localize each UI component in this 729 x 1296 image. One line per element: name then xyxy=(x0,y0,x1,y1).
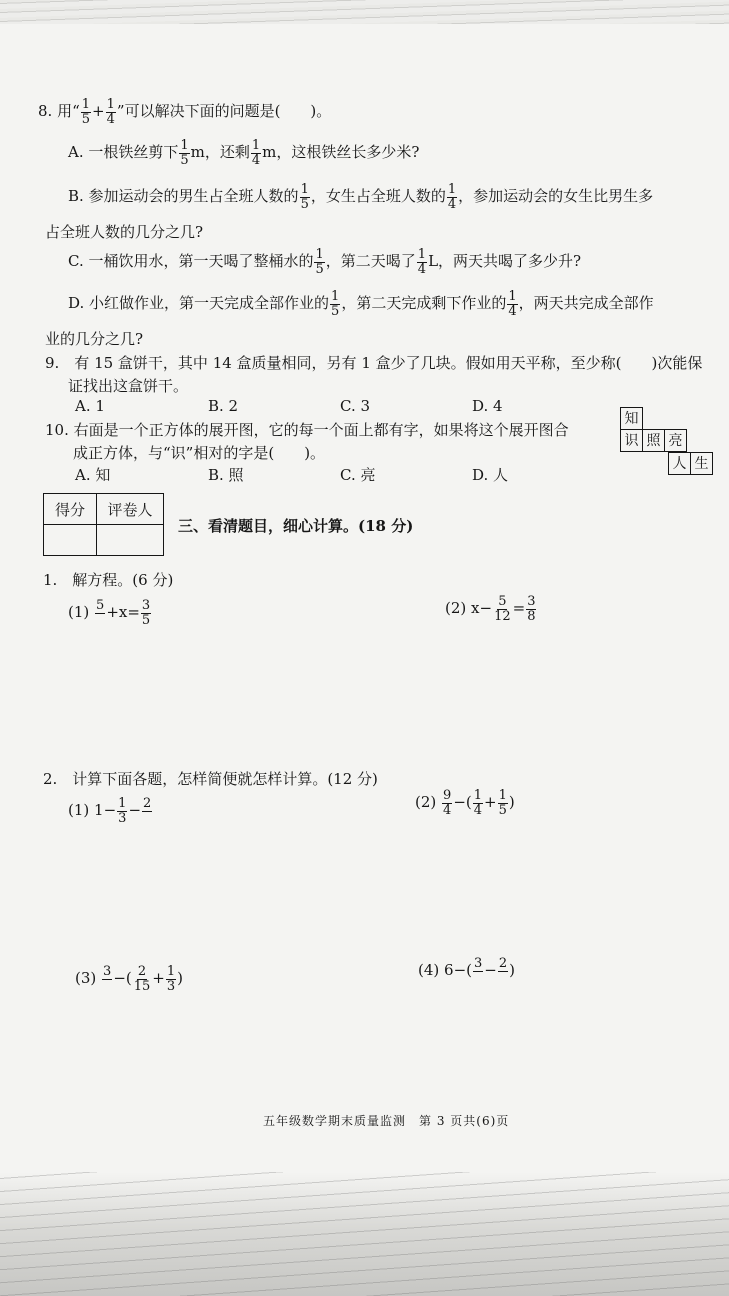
grader-cell[interactable] xyxy=(97,525,164,556)
fraction: $\frac{5}{12}$ xyxy=(494,594,511,624)
fraction: 2 xyxy=(143,796,152,811)
scan-edge-bottom xyxy=(0,1172,729,1296)
q9-option-c: C. 3 xyxy=(340,397,371,415)
cube-face: 知 xyxy=(620,407,643,430)
q9-option-b: B. 2 xyxy=(208,397,239,415)
q8-option-b: B. 参加运动会的男生占全班人数的 $\frac{1}{5}$ ，女生占全班人数的 $\frac{1}{4}$ ，参加运动会的女生比男生多 xyxy=(68,182,654,212)
fraction: $\frac{1}{5}$ xyxy=(300,182,309,212)
q9-stem-line2: 证找出这盒饼干。 xyxy=(68,377,189,395)
q9-option-d: D. 4 xyxy=(472,397,503,415)
fraction: $\frac{1}{4}$ xyxy=(106,97,115,127)
q10-option-d: D. 人 xyxy=(472,466,509,484)
q9-stem: 9. 有 15 盒饼干，其中 14 盒质量相同，另有 1 盒少了几块。假如用天平称，至少称( )次能保 xyxy=(45,354,703,372)
fraction: $\frac{1}{4}$ xyxy=(251,138,261,168)
part-1-title: 1. 解方程。(6 分) xyxy=(43,571,174,589)
calculation-3: (3) 3 −( $\frac{2}{15}$ + $\frac{1}{3}$ ) xyxy=(75,964,183,994)
q10-option-b: B. 照 xyxy=(208,466,244,484)
calculation-1: (1) 1− $\frac{1}{3}$ − 2 xyxy=(68,796,152,826)
q10-option-a: A. 知 xyxy=(75,466,111,484)
fraction: 5 xyxy=(96,598,105,613)
calculation-2: (2) $\frac{9}{4}$ −( $\frac{1}{4}$ + $\frac{1}{5}$ ) xyxy=(415,788,515,818)
page-footer: 五年级数学期末质量监测 第 3 页共(6)页 xyxy=(263,1114,510,1128)
grader-header: 评卷人 xyxy=(97,494,164,525)
cube-face: 人 xyxy=(668,452,691,475)
cube-face: 亮 xyxy=(664,429,687,452)
q8-number: 8. xyxy=(38,102,53,121)
part-2-title: 2. 计算下面各题，怎样简便就怎样计算。(12 分) xyxy=(43,770,378,788)
q8-option-b-line2: 占全班人数的几分之几? xyxy=(45,223,204,241)
q8-option-d-line2: 业的几分之几? xyxy=(45,330,144,348)
fraction: $\frac{9}{4}$ xyxy=(443,788,452,818)
fraction: 3 xyxy=(474,956,483,971)
fraction: $\frac{1}{4}$ xyxy=(508,289,517,319)
fraction: $\frac{2}{15}$ xyxy=(133,964,151,994)
q8-option-a: A. 一根铁丝剪下 $\frac{1}{5}$ m，还剩 $\frac{1}{4}$ m，这根铁丝长多少米? xyxy=(68,138,420,168)
scan-edge-top xyxy=(0,0,729,24)
fraction: $\frac{1}{5}$ xyxy=(81,97,91,127)
fraction: $\frac{1}{4}$ xyxy=(447,182,457,212)
cube-face: 识 xyxy=(620,429,643,452)
score-header: 得分 xyxy=(44,494,97,525)
q9-option-a: A. 1 xyxy=(75,397,105,415)
calculation-4: (4) 6−( 3 − 2 ) xyxy=(418,957,515,985)
fraction: $\frac{1}{5}$ xyxy=(315,247,324,277)
fraction: $\frac{1}{3}$ xyxy=(118,796,127,826)
fraction: $\frac{1}{5}$ xyxy=(498,788,507,818)
q8-option-c: C. 一桶饮用水，第一天喝了整桶水的 $\frac{1}{5}$ ，第二天喝了 $\frac{1}{4}$ L，两天共喝了多少升? xyxy=(68,247,582,277)
fraction: $\frac{3}{8}$ xyxy=(527,594,536,624)
cube-face: 生 xyxy=(690,452,713,475)
score-table xyxy=(43,493,164,556)
q8-stem: 8. 用“ $\frac{1}{5}$ + $\frac{1}{4}$ ”可以解决下面的问题是( )。 xyxy=(38,97,332,127)
cube-net-diagram xyxy=(620,407,716,477)
fraction: $\frac{1}{5}$ xyxy=(180,138,189,168)
cube-face: 照 xyxy=(642,429,665,452)
fraction: $\frac{1}{4}$ xyxy=(417,247,427,277)
equation-1: (1) 5 +x= $\frac{3}{5}$ xyxy=(68,598,151,628)
q8-option-d: D. 小红做作业，第一天完成全部作业的 $\frac{1}{5}$ ，第二天完成剩下作业的 $\frac{1}{4}$ ，两天共完成全部作 xyxy=(68,289,654,319)
q10-option-c: C. 亮 xyxy=(340,466,376,484)
equation-2: (2) x− $\frac{5}{12}$ = $\frac{3}{8}$ xyxy=(445,594,536,624)
fraction: $\frac{3}{5}$ xyxy=(141,598,151,628)
q10-stem-line2: 成正方体，与“识”相对的字是( )。 xyxy=(73,444,326,462)
fraction: 3 xyxy=(103,964,112,979)
fraction: 2 xyxy=(498,956,508,971)
fraction: $\frac{1}{5}$ xyxy=(331,289,340,319)
section-3-title: 三、看清题目，细心计算。(18 分) xyxy=(178,517,414,535)
fraction: $\frac{1}{4}$ xyxy=(473,788,483,818)
q10-stem: 10. 右面是一个正方体的展开图，它的每一个面上都有字，如果将这个展开图合 xyxy=(45,421,569,439)
score-cell[interactable] xyxy=(44,525,97,556)
fraction: $\frac{1}{3}$ xyxy=(166,964,176,994)
